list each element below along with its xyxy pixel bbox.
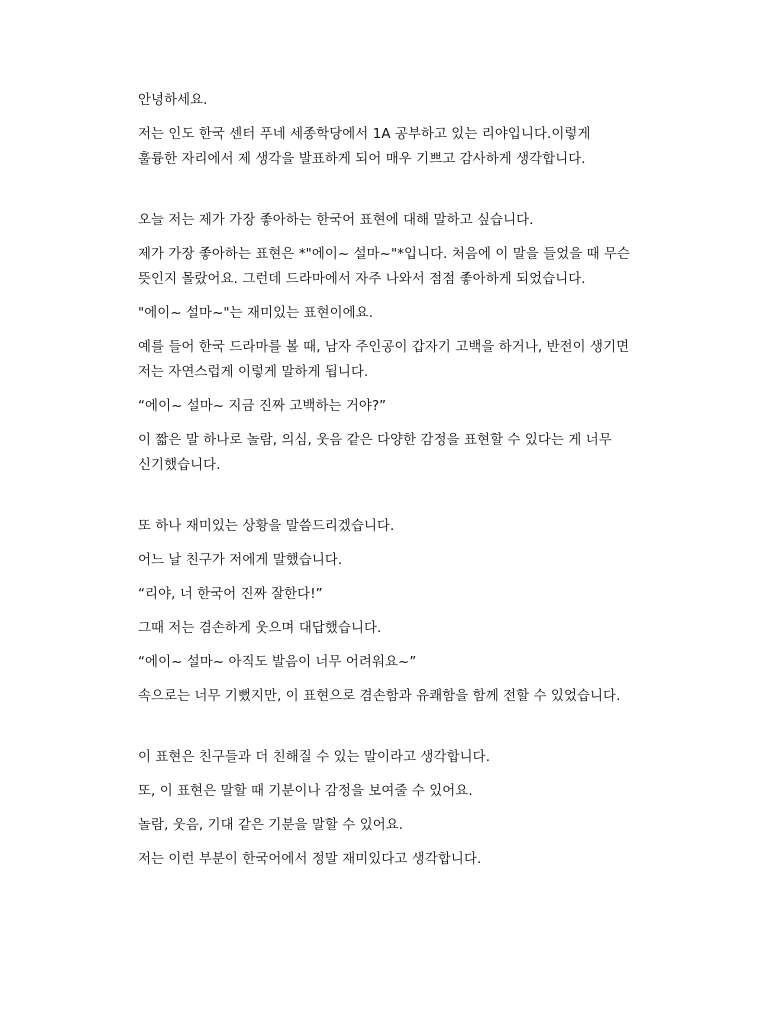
text-line: 제가 가장 좋아하는 표현은 *"에이~ 설마~"*입니다. 처음에 이 말을 들었을 때 무슨 — [138, 247, 631, 262]
text-line: "에이~ 설마~"는 재미있는 표현이에요. — [138, 306, 374, 321]
text-line: 저는 이런 부분이 한국어에서 정말 재미있다고 생각합니다. — [138, 852, 482, 867]
paragraph-friend-said — [138, 548, 738, 573]
paragraph-humble-reply — [138, 616, 738, 641]
paragraph-quote-friend — [138, 582, 738, 607]
paragraph-conclusion — [138, 847, 738, 872]
text-line: 또, 이 표현은 말할 때 기분이나 감정을 보여줄 수 있어요. — [138, 784, 473, 799]
paragraph-favorite-expression — [138, 242, 738, 292]
paragraph-drama-example — [138, 335, 738, 385]
text-line: 저는 자연스럽게 이렇게 말하게 됩니다. — [138, 365, 369, 380]
text-line: 또 하나 재미있는 상황을 말씀드리겠습니다. — [138, 519, 395, 534]
text-line: 그때 저는 겸손하게 웃으며 대답했습니다. — [138, 621, 382, 636]
text-line: 이 표현은 친구들과 더 친해질 수 있는 말이라고 생각합니다. — [138, 750, 491, 765]
text-line: 뜻인지 몰랐어요. 그런데 드라마에서 자주 나와서 점점 좋아하게 되었습니다. — [138, 272, 586, 287]
text-line: 놀람, 웃음, 기대 같은 기분을 말할 수 있어요. — [138, 818, 404, 833]
paragraph-quote-confession — [138, 394, 738, 419]
paragraph-fun-expression — [138, 301, 738, 326]
paragraph-closer-friends — [138, 745, 738, 770]
text-line: 속으로는 너무 기뻤지만, 이 표현으로 겸손함과 유쾌함을 함께 전할 수 있었습니다. — [138, 689, 621, 704]
text-line: “에이~ 설마~ 지금 진짜 고백하는 거야?” — [138, 399, 387, 414]
paragraph-greeting — [138, 88, 738, 113]
text-line: 이 짧은 말 하나로 놀람, 의심, 웃음 같은 다양한 감정을 표현할 수 있다는 게 너무 — [138, 433, 612, 448]
paragraph-topic — [138, 208, 738, 233]
text-line: 신기했습니다. — [138, 458, 221, 473]
text-line: 오늘 저는 제가 가장 좋아하는 한국어 표현에 대해 말하고 싶습니다. — [138, 213, 534, 228]
section-gap — [138, 718, 738, 745]
paragraph-another-situation — [138, 514, 738, 539]
document-page — [138, 88, 738, 881]
paragraph-introduction — [138, 122, 738, 172]
paragraph-inner-joy — [138, 684, 738, 709]
text-line: 훌륭한 자리에서 제 생각을 발표하게 되어 매우 기쁘고 감사하게 생각합니다. — [138, 152, 586, 167]
section-gap — [138, 487, 738, 514]
paragraph-show-feelings — [138, 779, 738, 804]
paragraph-emotions — [138, 428, 738, 478]
paragraph-feeling-list — [138, 813, 738, 838]
text-line: 안녕하세요. — [138, 93, 208, 108]
text-line: 어느 날 친구가 저에게 말했습니다. — [138, 553, 343, 568]
section-gap — [138, 181, 738, 208]
text-line: 예를 들어 한국 드라마를 볼 때, 남자 주인공이 갑자기 고백을 하거나, 반전이 생기면 — [138, 340, 630, 355]
text-line: “리야, 너 한국어 진짜 잘한다!” — [138, 587, 323, 602]
paragraph-quote-reply — [138, 650, 738, 675]
text-line: 저는 인도 한국 센터 푸네 세종학당에서 1A 공부하고 있는 리야입니다.이렇게 — [138, 127, 591, 142]
text-line: “에이~ 설마~ 아직도 발음이 너무 어려워요~” — [138, 655, 417, 670]
